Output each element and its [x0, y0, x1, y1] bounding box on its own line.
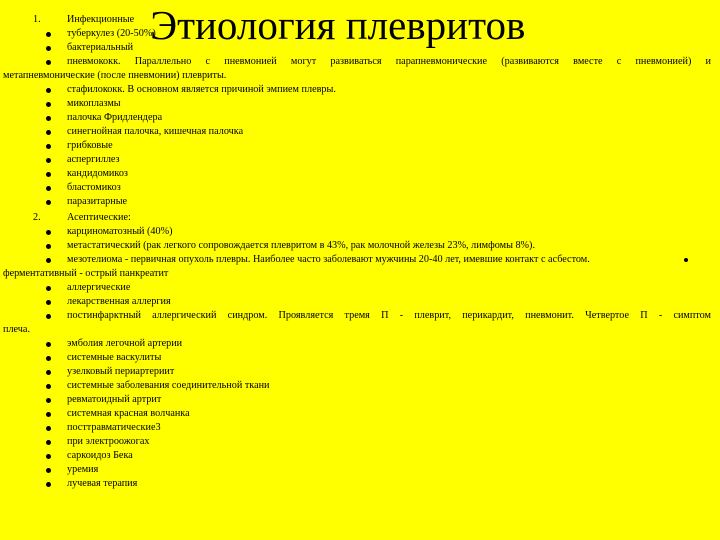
- bullet-icon: [46, 300, 51, 305]
- bullet-icon: [46, 172, 51, 177]
- bullet-icon: [46, 186, 51, 191]
- list-item-continuation: ферментативный - острый панкреатит: [3, 268, 169, 279]
- bullet-icon: [46, 482, 51, 487]
- bullet-icon: [46, 314, 51, 319]
- slide: Этиология плевритов 1. Инфекционные туберкулез (20-50%) бактериальный пневмококк. Параллельно с пневмонией могут развиваться парапневмонические (развиваются вместе с пневмонией) и метапневмонические (после пневмонии) плевриты. стафилококк. В основном является причиной эмпием плевры. микоплазмы палочка Фридлендера синегнойная палочка, кишечная палочка грибковые аспергиллез кандидомикоз бластомикоз паразитарные 2. Асептические: карциноматозный (40%) метастатический (рак легкого сопровождается плевритом в 43%, рак молочной железы 23%, лимфомы 8%). мезотелиома - первичная опухоль плевры. Наиболее часто заболевают мужчины 20-40 лет, имевшие контакт с асбестом. ферментативный - острый панкреатит аллергические лекарственная аллергия постинфарктный аллергический синдром. Проявляется тремя П - плеврит, перикардит, пневмонит. Четвертое П - симптом плеча. эмболия легочной артерии системные васкулиты узелковый периартериит системные заболевания соединительной ткани ревматоидный артрит системная красная волчанка посттравматические3 при электроожогах саркоидоз Бека уремия лучевая терапия: [3, 2, 711, 489]
- section-label: Асептические:: [67, 212, 131, 223]
- section-label: Инфекционные: [67, 14, 135, 25]
- bullet-icon: [46, 454, 51, 459]
- bullet-icon: [46, 440, 51, 445]
- bullet-icon: [46, 258, 51, 263]
- bullet-icon: [46, 158, 51, 163]
- bullet-icon: [46, 244, 51, 249]
- bullet-icon: [46, 398, 51, 403]
- bullet-icon: [46, 412, 51, 417]
- bullet-icon: [46, 32, 51, 37]
- bullet-icon: [46, 468, 51, 473]
- slide-title: Этиология плевритов: [150, 2, 526, 48]
- bullet-icon: [682, 253, 688, 267]
- bullet-icon: [46, 200, 51, 205]
- bullet-icon: [46, 144, 51, 149]
- bullet-icon: [46, 356, 51, 361]
- bullet-icon: [46, 102, 51, 107]
- list-item-continuation: метапневмонические (после пневмонии) плевриты.: [3, 70, 227, 81]
- bullet-icon: [46, 426, 51, 431]
- bullet-icon: [46, 230, 51, 235]
- section-number: 2.: [33, 212, 41, 223]
- bullet-icon: [46, 46, 51, 51]
- bullet-icon: [46, 88, 51, 93]
- section-number: 1.: [33, 14, 41, 25]
- list-item-continuation: плеча.: [3, 324, 30, 335]
- bullet-icon: [46, 342, 51, 347]
- bullet-icon: [46, 384, 51, 389]
- bullet-icon: [46, 370, 51, 375]
- bullet-icon: [46, 286, 51, 291]
- bullet-icon: [46, 130, 51, 135]
- bullet-icon: [46, 60, 51, 65]
- bullet-icon: [46, 116, 51, 121]
